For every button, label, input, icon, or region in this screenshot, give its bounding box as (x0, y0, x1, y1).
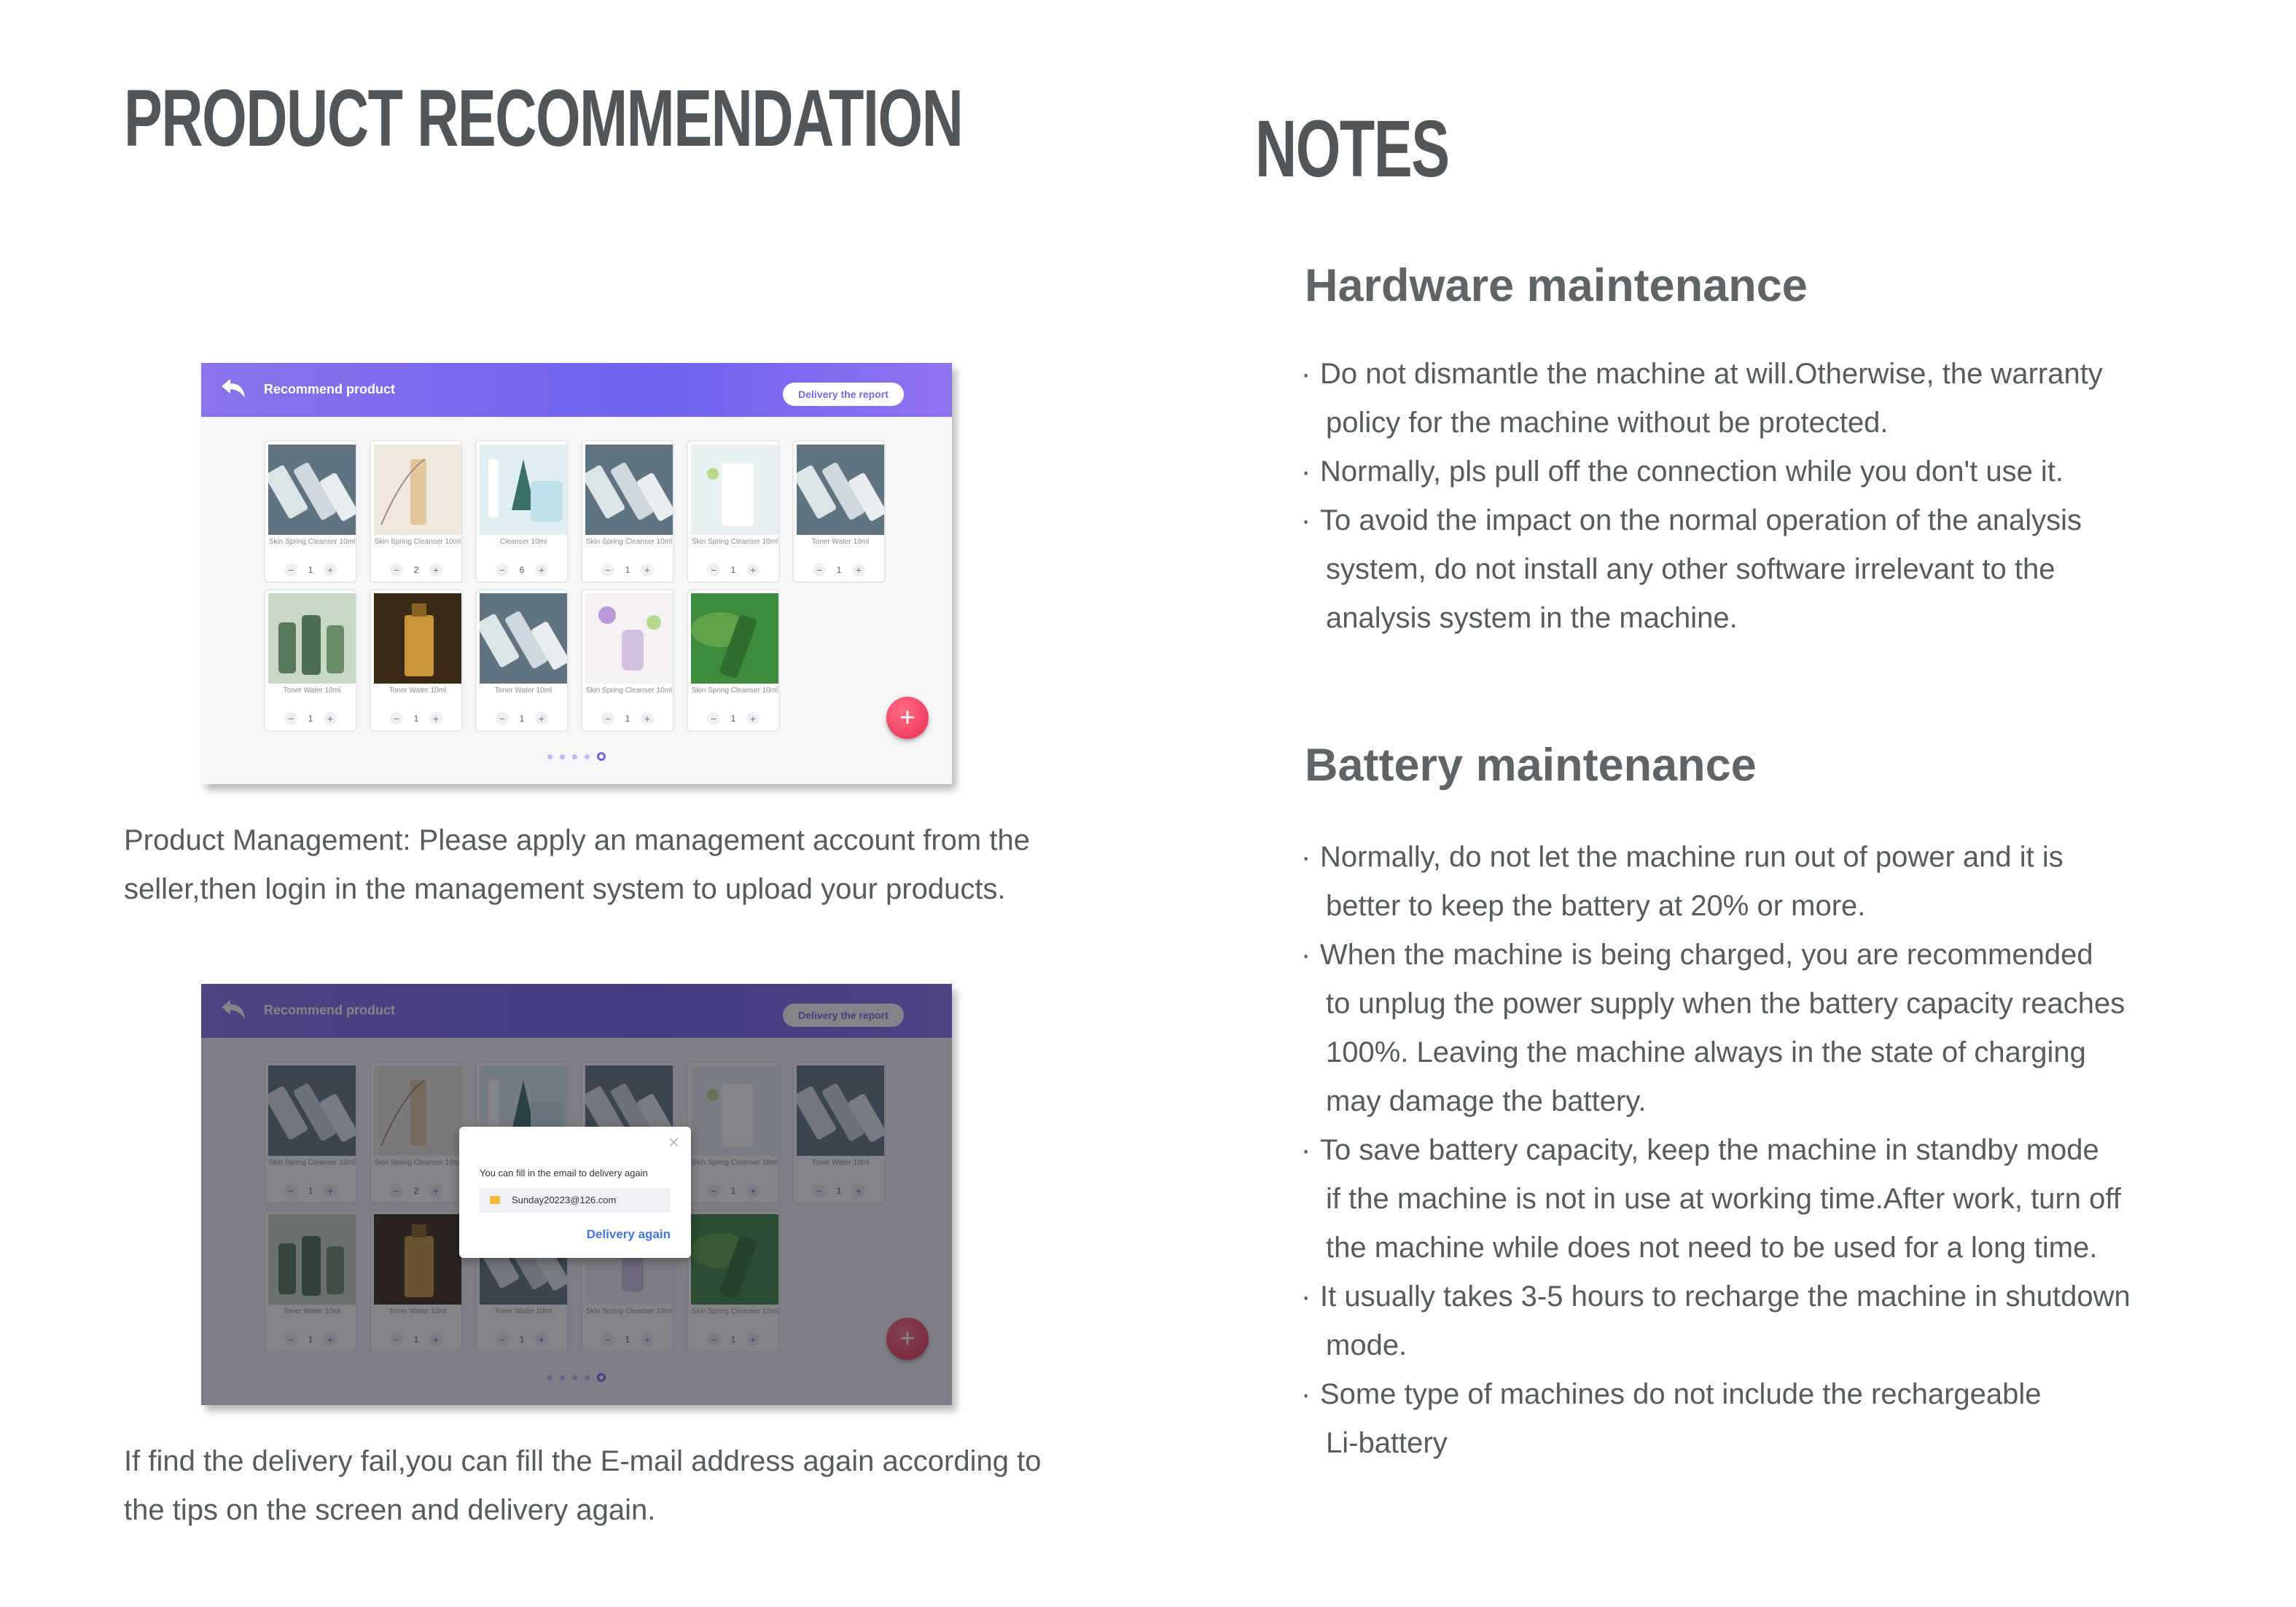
bullet-dot: · (1301, 1134, 1311, 1166)
quantity-stepper (582, 563, 673, 577)
product-image (268, 593, 356, 684)
page-dot[interactable] (572, 754, 577, 759)
note-line: Li-battery (1326, 1427, 1448, 1459)
product-quantity: 1 (625, 565, 630, 575)
note-item (1301, 1370, 2205, 1468)
product-image (480, 445, 567, 535)
product-quantity: 1 (308, 565, 313, 575)
decrease-button[interactable]: − (284, 563, 297, 576)
product-image (374, 445, 461, 535)
note-line: mode. (1326, 1329, 1407, 1361)
product-image (691, 593, 778, 684)
product-quantity: 1 (413, 713, 419, 724)
note-line: may damage the battery. (1326, 1085, 1647, 1117)
note-item (1301, 447, 2205, 496)
quantity-stepper (371, 711, 461, 726)
decrease-button[interactable]: − (284, 712, 297, 725)
product-name: Toner Water 10ml (283, 687, 341, 695)
caption-line: If find the delivery fail,you can fill the E-mail address again according to (124, 1445, 1042, 1477)
bullet-dot: · (1301, 1378, 1311, 1410)
note-text (1320, 1126, 2205, 1272)
product-card[interactable] (792, 440, 886, 583)
delivery-fail-caption (124, 1437, 1071, 1535)
page-indicator (201, 752, 952, 761)
product-image (585, 593, 673, 684)
quantity-stepper (477, 563, 567, 577)
note-text (1320, 833, 2205, 931)
page-dot[interactable] (547, 754, 552, 759)
product-image (268, 445, 356, 535)
note-line: When the machine is being charged, you are recommended (1320, 939, 2093, 971)
decrease-button[interactable]: − (707, 712, 720, 725)
product-card[interactable] (687, 440, 780, 583)
app-header (201, 363, 952, 417)
note-text (1320, 496, 2205, 643)
note-text (1320, 1272, 2205, 1370)
product-image (374, 593, 461, 684)
delivery-again-dialog (459, 1127, 691, 1258)
product-quantity: 1 (308, 713, 313, 724)
note-line: Normally, do not let the machine run out of power and it is (1320, 841, 2063, 873)
page-dot[interactable] (560, 754, 565, 759)
note-item (1301, 1272, 2205, 1370)
dialog-message: You can fill in the email to delivery again (480, 1168, 648, 1178)
increase-button[interactable]: + (641, 712, 654, 725)
decrease-button[interactable]: − (390, 712, 403, 725)
note-line: It usually takes 3-5 hours to recharge the machine in shutdown (1320, 1280, 2131, 1313)
product-quantity: 1 (730, 565, 736, 575)
product-card[interactable] (370, 589, 463, 732)
product-name: Skin Spring Cleanser 10ml (374, 538, 461, 546)
bullet-dot: · (1301, 1280, 1311, 1313)
increase-button[interactable]: + (746, 712, 760, 725)
increase-button[interactable]: + (429, 712, 442, 725)
decrease-button[interactable]: − (496, 563, 509, 576)
bullet-dot: · (1301, 939, 1311, 971)
note-line: analysis system in the machine. (1326, 602, 1738, 634)
product-quantity: 2 (413, 565, 419, 575)
recommend-product-screenshot (201, 363, 952, 784)
quantity-stepper (265, 711, 356, 726)
product-image (797, 445, 884, 535)
quantity-stepper (688, 711, 778, 726)
product-name: Toner Water 10ml (388, 687, 447, 695)
email-field[interactable] (480, 1188, 671, 1213)
back-arrow-icon[interactable] (219, 376, 248, 402)
decrease-button[interactable]: − (707, 563, 720, 576)
note-line: policy for the machine without be protected. (1326, 407, 1889, 439)
note-item (1301, 496, 2205, 643)
product-quantity: 1 (730, 713, 736, 724)
note-text (1320, 931, 2205, 1126)
product-name: Skin Spring Cleanser 10ml (585, 687, 673, 695)
decrease-button[interactable]: − (601, 712, 614, 725)
product-card[interactable] (581, 589, 674, 732)
note-line: Do not dismantle the machine at will.Otherwise, the warranty (1320, 358, 2103, 390)
increase-button[interactable]: + (641, 563, 654, 576)
note-line: if the machine is not in use at working time.After work, turn off (1326, 1183, 2121, 1215)
note-line: to unplug the power supply when the battery capacity reaches (1326, 988, 2125, 1020)
decrease-button[interactable]: − (390, 563, 403, 576)
decrease-button[interactable]: − (496, 712, 509, 725)
note-text (1320, 350, 2205, 447)
note-line: To save battery capacity, keep the machine in standby mode (1320, 1134, 2099, 1166)
product-recommendation-title: PRODUCT RECOMMENDATION (124, 74, 963, 163)
battery-maintenance-list (1301, 833, 2205, 1468)
product-card[interactable] (475, 589, 569, 732)
product-name: Skin Spring Cleanser 10ml (691, 687, 778, 695)
increase-button[interactable]: + (852, 563, 865, 576)
app-header-title: Recommend product (264, 382, 396, 396)
note-item (1301, 350, 2205, 447)
quantity-stepper (688, 563, 778, 577)
mail-icon (490, 1196, 500, 1204)
page-dot-active[interactable] (597, 752, 606, 761)
product-name: Cleanser 10ml (499, 538, 547, 546)
close-icon[interactable]: × (668, 1131, 679, 1153)
increase-button[interactable]: + (535, 563, 548, 576)
bullet-dot: · (1301, 455, 1311, 488)
bullet-dot: · (1301, 841, 1311, 873)
product-quantity: 1 (836, 565, 842, 575)
bullet-dot: · (1301, 504, 1311, 536)
note-line: system, do not install any other software irrelevant to the (1326, 553, 2055, 585)
note-line: better to keep the battery at 20% or more. (1326, 890, 1866, 922)
product-card[interactable] (264, 589, 357, 732)
caption-line: seller,then login in the management system to upload your products. (124, 873, 1006, 905)
decrease-button[interactable]: − (601, 563, 614, 576)
notes-title: NOTES (1255, 104, 1449, 194)
product-name: Skin Spring Cleanser 10ml (691, 538, 778, 546)
product-card[interactable] (581, 440, 674, 583)
product-name: Skin Spring Cleanser 10ml (268, 538, 356, 546)
increase-button[interactable]: + (324, 712, 337, 725)
note-line: 100%. Leaving the machine always in the state of charging (1326, 1036, 2086, 1068)
quantity-stepper (371, 563, 461, 577)
delivery-again-screenshot (201, 984, 952, 1405)
page-dot[interactable] (585, 754, 590, 759)
add-product-button[interactable]: + (886, 697, 929, 739)
email-value: Sunday20223@126.com (512, 1195, 617, 1205)
product-name: Toner Water 10ml (811, 538, 870, 546)
product-image (480, 593, 567, 684)
increase-button[interactable]: + (324, 563, 337, 576)
product-name: Skin Spring Cleanser 10ml (585, 538, 673, 546)
bullet-dot: · (1301, 358, 1311, 390)
product-card[interactable] (475, 440, 569, 583)
note-item (1301, 1126, 2205, 1272)
product-name: Toner Water 10ml (494, 687, 552, 695)
product-card[interactable] (264, 440, 357, 583)
caption-line: Product Management: Please apply an management account from the (124, 824, 1030, 856)
quantity-stepper (477, 711, 567, 726)
note-line: Normally, pls pull off the connection while you don't use it. (1320, 455, 2064, 488)
note-item (1301, 833, 2205, 931)
quantity-stepper (265, 563, 356, 577)
increase-button[interactable]: + (746, 563, 760, 576)
decrease-button[interactable]: − (813, 563, 826, 576)
increase-button[interactable]: + (535, 712, 548, 725)
product-quantity: 6 (519, 565, 525, 575)
product-card[interactable] (370, 440, 463, 583)
quantity-stepper (582, 711, 673, 726)
quantity-stepper (794, 563, 884, 577)
note-line: To avoid the impact on the normal operation of the analysis (1320, 504, 2082, 536)
caption-line: the tips on the screen and delivery again. (124, 1494, 656, 1526)
note-line: Some type of machines do not include the rechargeable (1320, 1378, 2042, 1410)
hardware-maintenance-list (1301, 350, 2205, 643)
product-card[interactable] (687, 589, 780, 732)
product-quantity: 1 (625, 713, 630, 724)
hardware-maintenance-heading: Hardware maintenance (1305, 260, 1808, 311)
battery-maintenance-heading: Battery maintenance (1305, 740, 1757, 791)
note-line: the machine while does not need to be used for a long time. (1326, 1232, 2098, 1264)
product-image (585, 445, 673, 535)
note-text (1320, 1370, 2205, 1468)
product-quantity: 1 (519, 713, 525, 724)
note-text (1320, 447, 2205, 496)
delivery-again-button[interactable]: Delivery again (586, 1227, 671, 1241)
note-item (1301, 931, 2205, 1126)
delivery-report-button[interactable]: Delivery the report (783, 383, 904, 406)
increase-button[interactable]: + (429, 563, 442, 576)
product-management-caption (124, 816, 1071, 914)
product-image (691, 445, 778, 535)
